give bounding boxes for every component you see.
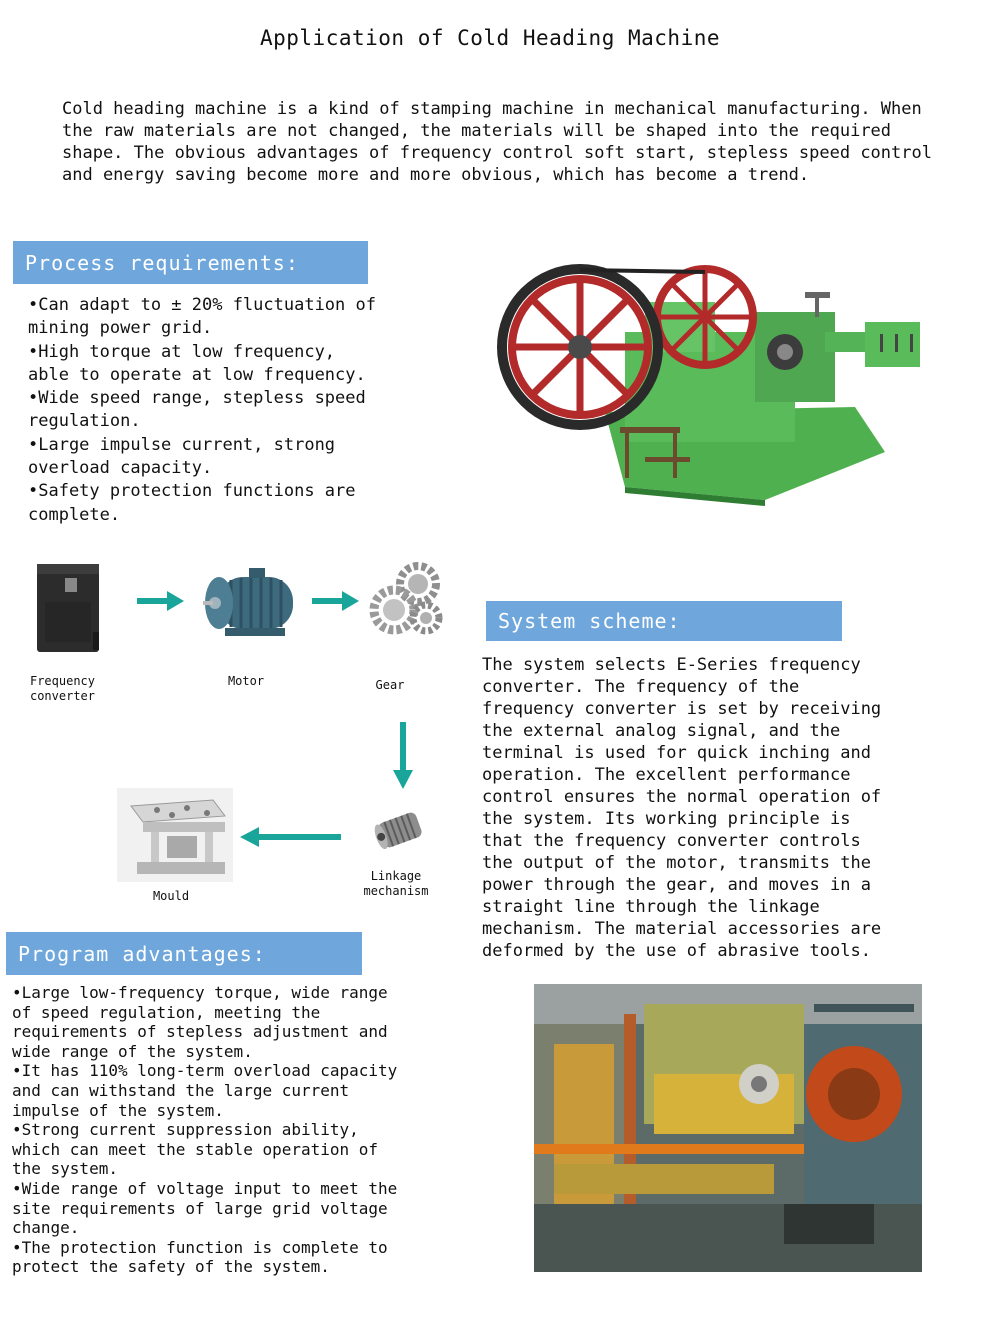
arrow-down-icon — [392, 722, 414, 790]
linkage-coupling-image — [370, 805, 430, 855]
intro-paragraph: Cold heading machine is a kind of stamping machine in mechanical manufacturing. When the raw materials are not changed, the materials will be shaped into the required shape. The obvious advantages of frequency control soft start, stepless speed control and energy saving become more and more obvious, which has become a trend. — [62, 99, 932, 185]
motor-label: Motor — [227, 674, 265, 688]
process-requirements-list — [28, 294, 378, 527]
system-scheme-title: System scheme: — [498, 609, 681, 633]
gear-image — [368, 560, 448, 640]
mould-image — [117, 788, 233, 882]
motor-image — [201, 562, 305, 644]
page-title: Application of Cold Heading Machine — [259, 26, 720, 50]
factory-machine-photo — [534, 984, 922, 1272]
program-advantages-title: Program advantages: — [18, 941, 266, 966]
arrow-right-icon — [137, 590, 185, 612]
list-item: •Can adapt to ± 20% fluctuation of mining power grid. — [28, 295, 376, 339]
frequency-converter-label: Frequency converter — [29, 674, 96, 703]
list-item: •Large impulse current, strong overload capacity. — [28, 434, 336, 479]
program-advantages-header — [6, 932, 362, 975]
process-requirements-header — [13, 241, 368, 284]
list-item: •High torque at low frequency, able to operate at low frequency. — [28, 341, 366, 385]
list-item: •Strong current suppression ability, which can meet the stable operation of the system. — [12, 1120, 379, 1179]
list-item: •Safety protection functions are complete. — [28, 481, 356, 525]
list-item: •Large low-frequency torque, wide range of speed regulation, meeting the requirements of stepless adjustment and wide range of the system. — [12, 983, 388, 1061]
system-scheme-header — [486, 601, 842, 641]
list-item: •Wide range of voltage input to meet the site requirements of large grid voltage change. — [12, 1178, 398, 1238]
system-scheme-text: The system selects E-Series frequency converter. The frequency of the frequency converter is set by receiving the external analog signal, and the terminal is used for quick inching and operation. The excellent performance control ensures the normal operation of the system. Its working principle is that the frequency converter controls the output of the motor, transmits the power through the gear, and moves in a straight line through the linkage mechanism. The material accessories are deformed by the use of abrasive tools. — [482, 655, 882, 961]
cold-heading-machine-image — [495, 262, 935, 507]
list-item: •It has 110% long-term overload capacity and can withstand the large current impulse of the system. — [12, 1061, 398, 1120]
list-item: •The protection function is complete to protect the safety of the system. — [12, 1237, 388, 1277]
frequency-converter-image — [33, 562, 103, 657]
program-advantages-list — [12, 983, 412, 1277]
mould-label: Mould — [152, 889, 190, 903]
arrow-left-icon — [239, 826, 341, 848]
linkage-mechanism-label: Linkage mechanism — [363, 869, 429, 898]
process-requirements-title: Process requirements: — [25, 250, 299, 275]
arrow-right-icon — [312, 590, 360, 612]
gear-label: Gear — [375, 678, 405, 692]
list-item: •Wide speed range, stepless speed regulation. — [28, 388, 366, 432]
